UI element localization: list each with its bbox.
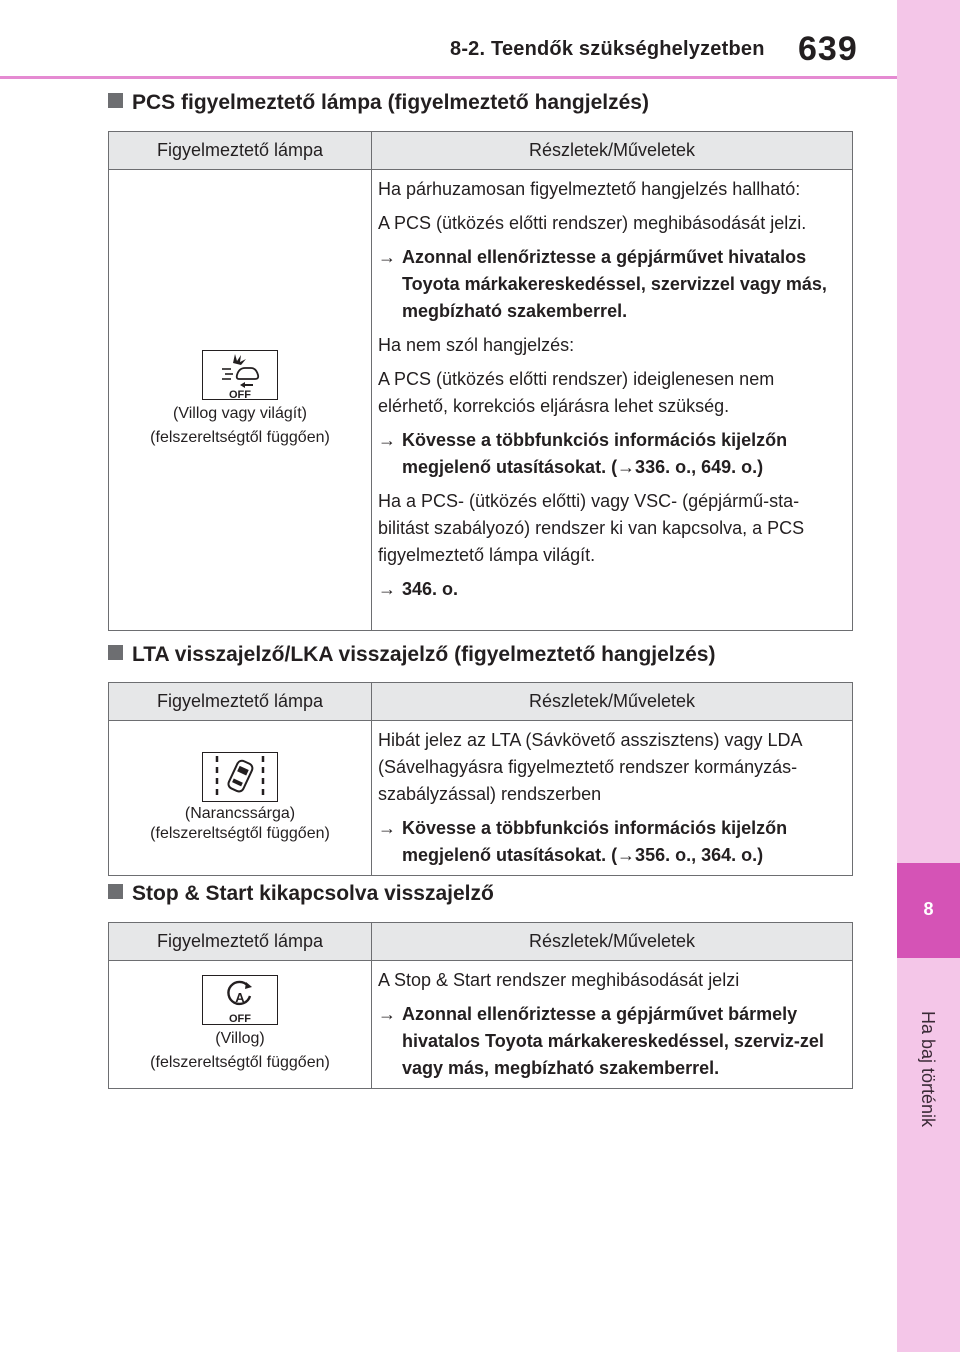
section-heading-text: Stop & Start kikapcsolva visszajelző [132,882,494,905]
arrow-icon: → [378,430,396,450]
svg-text:A: A [235,989,245,1005]
details-cell [372,961,853,1089]
detail-text: Hibát jelez az LTA (Sávkövető asszisztens) vagy LDA (Sávelhagyásra figyelmeztető rendszer kormányzás-szabályzással) rendszerben [378,730,802,804]
arrow-icon: → [378,247,396,267]
lamp-caption: (Villog) [215,1029,265,1047]
table-header-lamp: Figyelmeztető lámpa [109,683,372,721]
stop-start-table [108,922,853,1089]
heading-square-icon [108,93,123,108]
svg-text:OFF: OFF [229,1012,251,1024]
section-heading-stop-start [108,882,494,906]
detail-action: → Azonnal ellenőriztesse a gépjárművet hivatalos Toyota márkakereskedéssel, szervizzel vagy más, megbízható szakemberrel. [378,244,846,325]
table-header-lamp: Figyelmeztető lámpa [109,132,372,170]
stop-start-off-icon [202,975,278,1025]
table-header-details: Részletek/Műveletek [372,132,853,170]
section-heading-text: LTA visszajelző/LKA visszajelző (figyelmeztető hangjelzés) [132,643,716,666]
detail-action: → Kövesse a többfunkciós információs kijelzőn megjelenő utasításokat. (→336. o., 649. o.) [378,427,846,481]
lamp-caption-equipment: (felszereltségtől függően) [150,429,330,446]
section-heading-lta [108,643,715,667]
table-header-details: Részletek/Műveletek [372,683,853,721]
heading-square-icon [108,645,123,660]
detail-action: → 346. o. [378,576,846,603]
details-cell [372,721,853,876]
lane-trace-icon [202,752,278,802]
detail-text: A Stop & Start rendszer meghibásodását jelzi [378,970,740,990]
header-divider [0,76,897,79]
detail-action: → Azonnal ellenőriztesse a gépjárművet bármely hivatalos Toyota márkakereskedéssel, szerviz-zel vagy más, megbízható szakemberrel. [378,1001,846,1082]
section-heading-text: PCS figyelmeztető lámpa (figyelmeztető hangjelzés) [132,91,649,114]
lamp-caption: (Narancssárga) [184,805,296,822]
detail-text: A PCS (ütközés előtti rendszer) meghibásodását jelzi. [378,213,807,233]
detail-text: Ha párhuzamosan figyelmeztető hangjelzés hallható: [378,179,801,199]
pcs-table [108,131,853,631]
chapter-number: 8 [923,899,934,919]
arrow-icon: → [378,579,396,599]
section-heading-pcs [108,91,649,115]
chapter-number-box [897,863,960,958]
detail-text: Ha nem szól hangjelzés: [378,335,575,355]
lamp-caption-equipment: (felszereltségtől függően) [150,1053,330,1071]
pcs-warning-icon [202,350,278,400]
chapter-title: Ha baj történik [918,1011,938,1128]
lamp-caption-equipment: (felszereltségtől függően) [150,825,330,842]
lamp-caption: (Villog vagy világít) [173,405,307,422]
lta-table [108,682,853,876]
table-header-lamp: Figyelmeztető lámpa [109,923,372,961]
arrow-icon: → [378,1004,396,1024]
lamp-cell [109,961,372,1089]
detail-text: Ha a PCS- (ütközés előtti) vagy VSC- (gépjármű-sta-bilitást szabályozó) rendszer ki van kapcsolva, a PCS figyelmeztető lámpa világít. [378,491,805,565]
page-number: 639 [798,30,858,68]
section-title: 8-2. Teendők szükséghelyzetben [450,38,765,60]
detail-action: → Kövesse a többfunkciós információs kijelzőn megjelenő utasításokat. (→356. o., 364. o.) [378,815,846,869]
lamp-cell [109,170,372,631]
lamp-cell [109,721,372,876]
heading-square-icon [108,884,123,899]
detail-text: A PCS (ütközés előtti rendszer) ideiglenesen nem elérhető, korrekciós eljárásra lehet szükség. [378,369,775,416]
table-header-details: Részletek/Műveletek [372,923,853,961]
chapter-side-tab [897,0,960,1352]
svg-text:OFF: OFF [229,389,251,399]
arrow-icon: → [378,818,396,838]
details-cell [372,170,853,631]
